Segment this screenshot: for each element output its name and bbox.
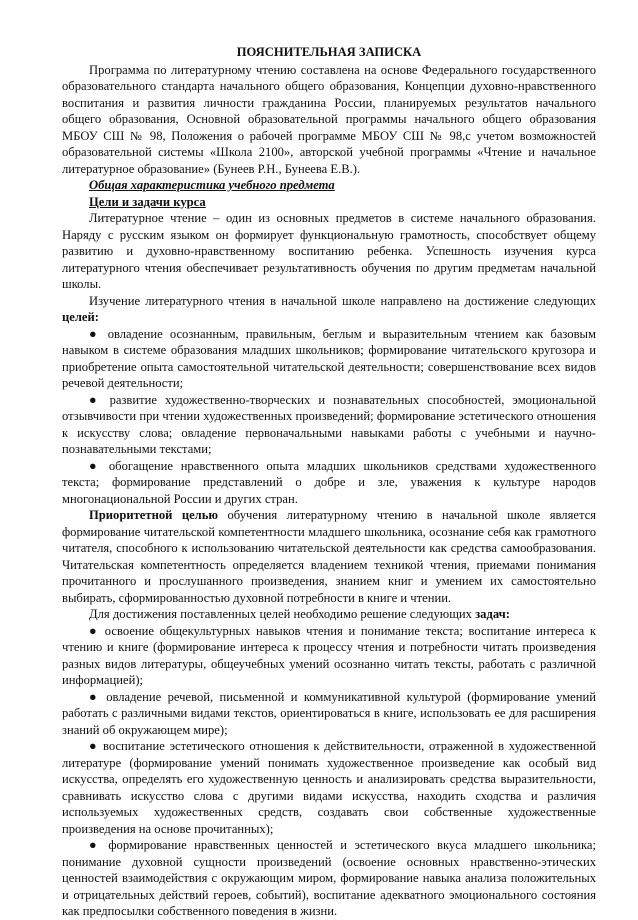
priority-bold: Приоритетной целью bbox=[89, 508, 219, 522]
task-item: ● формирование нравственных ценностей и эстетического вкуса младшего школьника; понимание духовной сущности произведений (освоение основных нравственно-этических ценностей взаимодействия с окружающим миром, формирование навыка анализа положительных и отрицательных действий героев, событий), воспитание адекватного эмоционального состояния как предпосылки собственного поведения в жизни. bbox=[62, 838, 596, 918]
characteristic-heading-line bbox=[62, 177, 596, 194]
goals-intro-text: Изучение литературного чтения в начальной школе направлено на достижение следующих bbox=[89, 293, 596, 308]
goal-item: ● развитие художественно-творческих и познавательных способностей, эмоциональной отзывчивости при чтении художественных произведений; формирование эстетического отношения к искусству слова; овладение первоначальными навыками работы с учебными и научно-познавательными текстами; bbox=[62, 392, 596, 456]
priority-paragraph bbox=[62, 507, 596, 606]
intro-paragraph: Программа по литературному чтению составлена на основе Федерального государственного образовательного стандарта начального общего образования, Концепции духовно-нравственного воспитания и развития личности гражданина России, планируемых результатов начального общего образования, Основной образовательной программы начального общего образования МБОУ СШ № 98, Положения о рабочей программе МБОУ СШ № 98,с учетом возможностей образовательной системы «Школа 2100», авторской учебной программы «Чтение и начальное литературное образование» (Бунеев Р.Н., Бунеева Е.В.). bbox=[62, 62, 596, 176]
task-item: ● освоение общекультурных навыков чтения и понимание текста; воспитание интереса к чтению и книге (формирование интереса к процессу чтения и потребности читать произведения разных видов литературы, общеучебных умений осознанно читать тексты, работать с различной информацией); bbox=[62, 623, 596, 687]
goal-item: ● обогащение нравственного опыта младших школьников средствами художественного текста; формирование представлений о добре и зле, уважения к культуре народов многонациональной России и других стран. bbox=[62, 458, 596, 506]
priority-text: обучения литературному чтению в начальной школе является формирование читательской компетентности младшего школьника, осознание себя как грамотного читателя, способного к использованию читательской деятельности как средства самообразования. Читательская компетентность определяется владением техникой чтения, приемами понимания прочитанного и прослушанного произведения, знанием книг и умением их самостоятельно выбирать, сформированностью духовной потребности в книге и чтении. bbox=[62, 508, 596, 605]
goals-heading: Цели и задачи курса bbox=[89, 194, 206, 209]
tasks-word: задач: bbox=[475, 607, 510, 621]
task-item: ● овладение речевой, письменной и коммуникативной культурой (формирование умений работать с различными видами текстов, ориентироваться в книге, использовать ее для расширения знаний об окружающем мире); bbox=[62, 689, 596, 737]
main-paragraph: Литературное чтение – один из основных предметов в системе начального образования. Наряду с русским языком он формирует функциональную грамотность, способствует общему развитию и духовно-нравственному воспитанию ребенка. Успешность изучения курса литературного чтения обеспечивает результативность обучения по другим предметам начальной школы. bbox=[62, 211, 596, 291]
goal-item: ● овладение осознанным, правильным, беглым и выразительным чтением как базовым навыком в системе образования младших школьников; формирование читательского кругозора и приобретение опыта самостоятельной читательской деятельности; совершенствование всех видов речевой деятельности; bbox=[62, 326, 596, 390]
goals-heading-line bbox=[62, 194, 596, 211]
tasks-intro-text: Для достижения поставленных целей необходимо решение следующих bbox=[89, 607, 476, 621]
task-item: ● воспитание эстетического отношения к действительности, отраженной в художественной литературе (формирование умений понимать художественное произведение как особый вид искусства, определять его художественную ценность и анализировать средства выразительности, сравнивать искусство слова с другими видами искусства, находить сходства и различия используемых художественных средств, создавать свои собственные художественные произведения на основе прочитанных); bbox=[62, 739, 596, 836]
document-title: ПОЯСНИТЕЛЬНАЯ ЗАПИСКА bbox=[236, 45, 422, 59]
characteristic-heading: Общая характеристика учебного предмета bbox=[89, 178, 335, 192]
goals-intro-paragraph bbox=[62, 293, 596, 326]
goals-word: целей: bbox=[62, 310, 99, 324]
tasks-intro-paragraph bbox=[62, 606, 596, 623]
